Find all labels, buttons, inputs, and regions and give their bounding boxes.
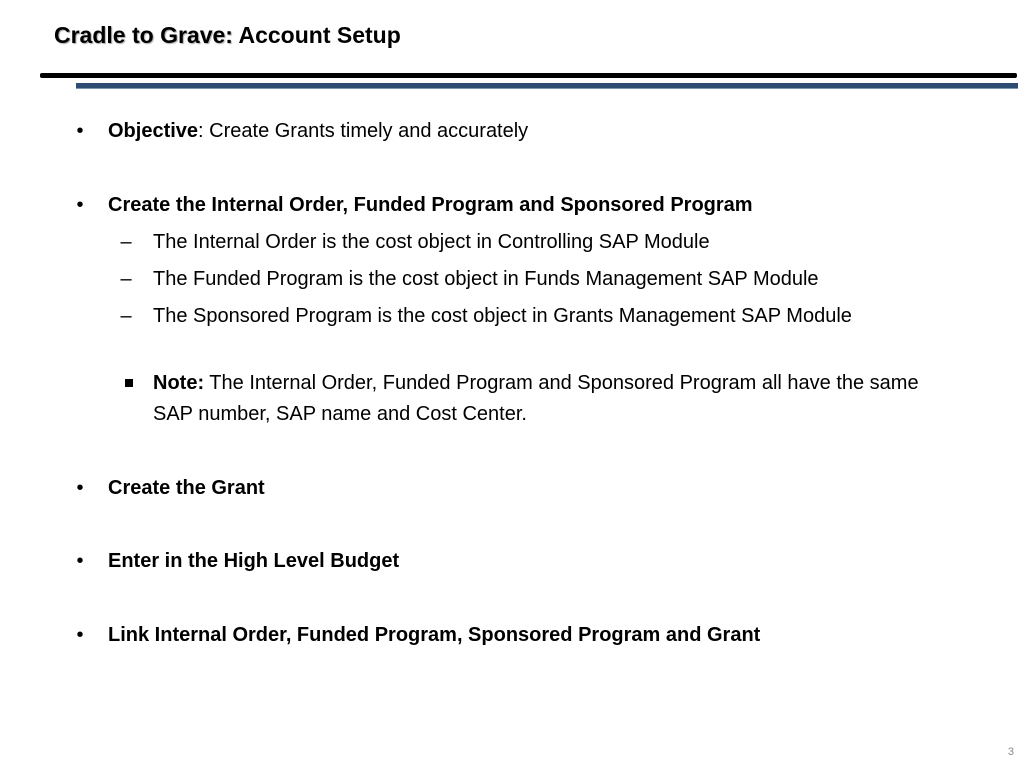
- square-bullet-icon: [125, 379, 133, 387]
- title-strong: Cradle to Grave:: [54, 22, 233, 48]
- sub-bullet-funded-program: [120, 264, 953, 295]
- dash-marker: –: [120, 268, 132, 290]
- sub-bullet-internal-order: [120, 227, 953, 258]
- bullet-create-grant: [76, 473, 968, 504]
- bullet-create-objects: [76, 190, 968, 221]
- bullet-budget: [76, 546, 968, 577]
- budget-text: Enter in the High Level Budget: [108, 550, 400, 572]
- bullet-marker: •: [76, 120, 84, 142]
- sub-bullet-sponsored-program: [120, 301, 893, 332]
- title-rest: Account Setup: [232, 22, 401, 48]
- dash-marker: –: [120, 305, 132, 327]
- bullet-marker: •: [76, 194, 84, 216]
- create-objects-text: Create the Internal Order, Funded Program and Sponsored Program: [108, 194, 753, 216]
- link-text: Link Internal Order, Funded Program, Sponsored Program and Grant: [108, 624, 761, 646]
- objective-label: Objective: [108, 120, 199, 142]
- bullet-marker: •: [76, 477, 84, 499]
- sub-bullet-note: [153, 368, 953, 430]
- dash-marker: –: [120, 231, 132, 253]
- sub-bullet-text: The Sponsored Program is the cost object in Grants Management SAP Module: [153, 305, 852, 327]
- sub-bullet-text: The Internal Order is the cost object in Controlling SAP Module: [153, 231, 710, 253]
- page-number: 3: [1007, 746, 1014, 758]
- note-text: The Internal Order, Funded Program and Sponsored Program all have the same SAP number, SAP name and Cost Center.: [153, 372, 919, 425]
- bullet-marker: •: [76, 624, 84, 646]
- bullet-marker: •: [76, 550, 84, 572]
- bullet-link: [76, 620, 968, 651]
- bullet-objective: [76, 116, 968, 147]
- objective-text: : Create Grants timely and accurately: [198, 120, 529, 142]
- sub-bullet-text: The Funded Program is the cost object in Funds Management SAP Module: [153, 268, 819, 290]
- create-grant-text: Create the Grant: [108, 477, 265, 499]
- note-label: Note:: [153, 372, 205, 394]
